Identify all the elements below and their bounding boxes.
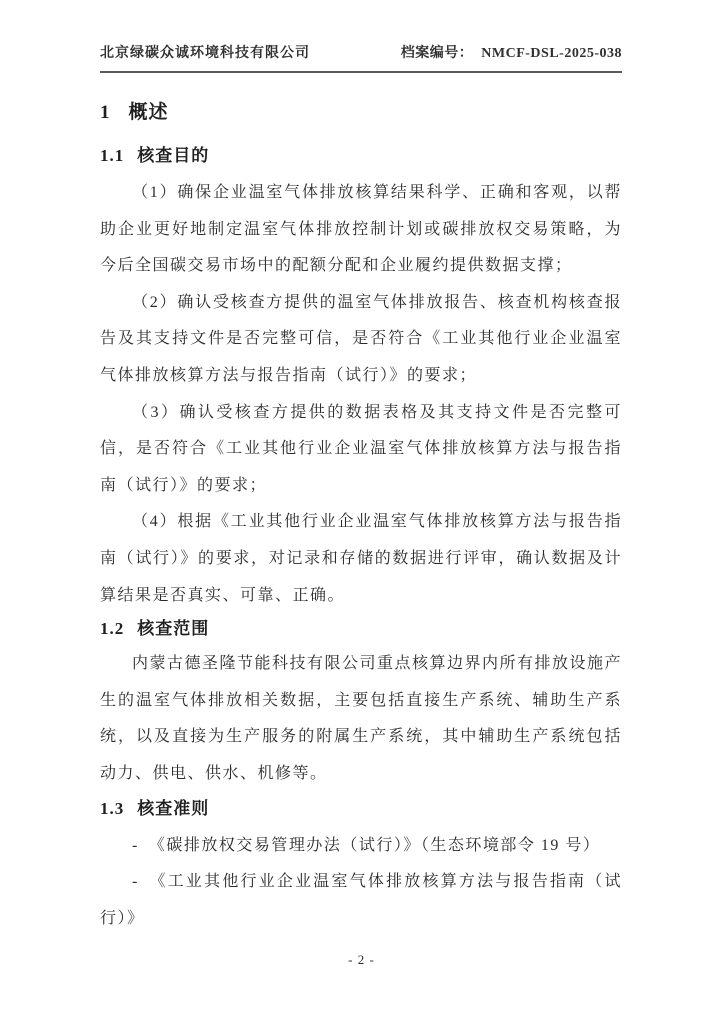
purpose-paragraph-2: （2）确认受核查方提供的温室气体排放报告、核查机构核查报告及其支持文件是否完整可信，是否符合《工业其他行业企业温室气体排放核算方法与报告指南（试行）》的要求； xyxy=(100,293,622,384)
section-number: 1.2 xyxy=(100,619,125,639)
criteria-item-1 xyxy=(100,828,622,865)
list-dash-marker: - xyxy=(132,836,139,854)
purpose-paragraph-4: （4）根据《工业其他行业企业温室气体排放核算方法与报告指南（试行）》的要求，对记录和存储的数据进行评审，确认数据及计算结果是否真实、可靠、正确。 xyxy=(100,513,622,604)
purpose-paragraph-3: （3）确认受核查方提供的数据表格及其支持文件是否完整可信，是否符合《工业其他行业企业温室气体排放核算方法与报告指南（试行）》的要求； xyxy=(100,403,622,494)
section-title: 概述 xyxy=(128,102,169,123)
criteria-item-text: 《碳排放权交易管理办法（试行）》（生态环境部令 19 号） xyxy=(148,836,601,854)
criteria-list xyxy=(100,828,622,938)
archive-number-value: NMCF-DSL-2025-038 xyxy=(481,46,622,61)
section-number: 1.3 xyxy=(100,798,125,818)
list-dash-marker: - xyxy=(132,873,139,891)
page-footer xyxy=(0,952,723,968)
section-1-1-heading xyxy=(100,145,622,167)
scope-paragraph: 内蒙古德圣隆节能科技有限公司重点核算边界内所有排放设施产生的温室气体排放相关数据，主要包括直接生产系统、辅助生产系统，以及直接为生产服务的附属生产系统，其中辅助生产系统包括动力、供电、供水、机修等。 xyxy=(100,655,623,782)
section-1-heading xyxy=(100,100,622,126)
section-number: 1 xyxy=(100,102,111,123)
scope-paragraphs xyxy=(100,646,622,792)
header-company-name: 北京绿碳众诚环境科技有限公司 xyxy=(100,46,310,61)
page-number: - 2 - xyxy=(348,952,375,967)
purpose-paragraphs xyxy=(100,175,622,614)
header-archive-number xyxy=(401,42,622,62)
section-title: 核查范围 xyxy=(137,619,210,639)
section-1-3-heading xyxy=(100,798,622,820)
section-title: 核查准则 xyxy=(137,798,210,818)
criteria-item-text: 《工业其他行业企业温室气体排放核算方法与报告指南（试行）》 xyxy=(100,873,622,927)
document-content xyxy=(100,70,622,937)
section-1-2-heading xyxy=(100,618,622,640)
criteria-item-2 xyxy=(100,864,622,937)
purpose-paragraph-1: （1）确保企业温室气体排放核算结果科学、正确和客观，以帮助企业更好地制定温室气体排放控制计划或碳排放权交易策略，为今后全国碳交易市场中的配额分配和企业履约提供数据支撑； xyxy=(100,184,622,275)
section-number: 1.1 xyxy=(100,146,125,165)
page-header xyxy=(100,42,622,73)
archive-number-label: 档案编号： xyxy=(400,46,474,61)
section-title: 核查目的 xyxy=(137,146,210,165)
